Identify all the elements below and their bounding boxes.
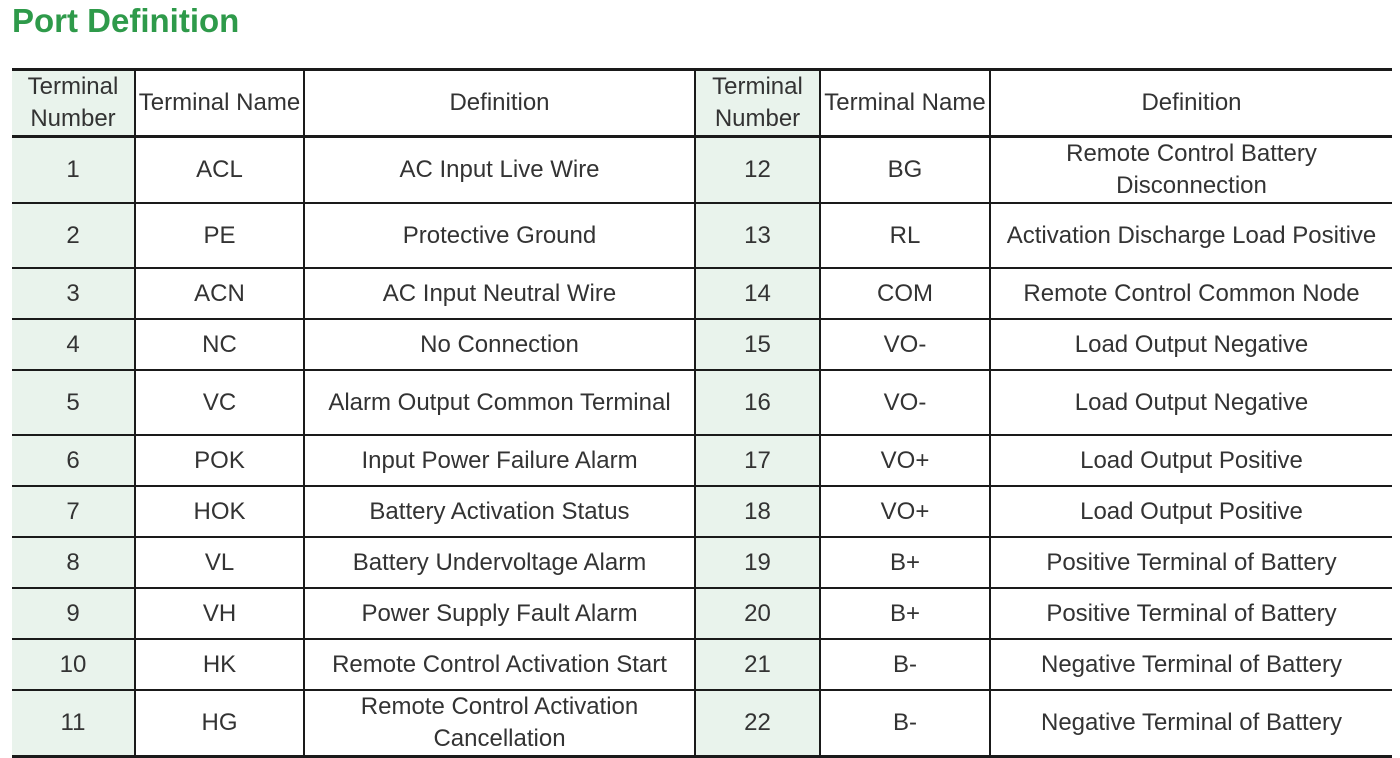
cell-definition: No Connection: [304, 319, 695, 370]
table-row: [12, 690, 1392, 757]
cell-terminal-number: 7: [12, 486, 135, 537]
table-row: [12, 137, 1392, 204]
cell-terminal-name: B-: [820, 690, 990, 757]
cell-terminal-name: POK: [135, 435, 304, 486]
cell-terminal-name: ACN: [135, 268, 304, 319]
table-row: [12, 639, 1392, 690]
cell-definition: Load Output Positive: [990, 486, 1392, 537]
cell-definition: Positive Terminal of Battery: [990, 537, 1392, 588]
cell-terminal-number: 6: [12, 435, 135, 486]
cell-terminal-number: 11: [12, 690, 135, 757]
cell-terminal-name: VO+: [820, 486, 990, 537]
cell-terminal-number: 18: [695, 486, 820, 537]
cell-definition: Remote Control Activation Start: [304, 639, 695, 690]
cell-terminal-number: 1: [12, 137, 135, 204]
cell-terminal-number: 12: [695, 137, 820, 204]
cell-definition: Battery Activation Status: [304, 486, 695, 537]
cell-terminal-number: 17: [695, 435, 820, 486]
table-header-row: [12, 70, 1392, 137]
table-row: [12, 370, 1392, 435]
header-terminal-number: Terminal Number: [695, 70, 820, 137]
page-title: Port Definition: [12, 2, 240, 39]
cell-terminal-number: 19: [695, 537, 820, 588]
cell-terminal-name: B+: [820, 537, 990, 588]
cell-terminal-name: ACL: [135, 137, 304, 204]
cell-terminal-number: 4: [12, 319, 135, 370]
cell-terminal-number: 15: [695, 319, 820, 370]
cell-terminal-name: B+: [820, 588, 990, 639]
table-row: [12, 268, 1392, 319]
cell-definition: Remote Control Common Node: [990, 268, 1392, 319]
cell-terminal-name: HK: [135, 639, 304, 690]
cell-definition: AC Input Neutral Wire: [304, 268, 695, 319]
cell-terminal-name: HG: [135, 690, 304, 757]
cell-definition: AC Input Live Wire: [304, 137, 695, 204]
cell-definition: Battery Undervoltage Alarm: [304, 537, 695, 588]
cell-definition: Alarm Output Common Terminal: [304, 370, 695, 435]
cell-definition: Load Output Negative: [990, 370, 1392, 435]
cell-terminal-number: 3: [12, 268, 135, 319]
cell-terminal-number: 20: [695, 588, 820, 639]
cell-terminal-number: 16: [695, 370, 820, 435]
table-row: [12, 203, 1392, 268]
cell-definition: Activation Discharge Load Positive: [990, 203, 1392, 268]
cell-terminal-name: VO-: [820, 370, 990, 435]
cell-definition: Remote Control Activation Cancellation: [304, 690, 695, 757]
cell-definition: Negative Terminal of Battery: [990, 690, 1392, 757]
port-definition-table: [12, 68, 1392, 758]
cell-terminal-name: VH: [135, 588, 304, 639]
cell-terminal-name: BG: [820, 137, 990, 204]
cell-terminal-number: 21: [695, 639, 820, 690]
cell-terminal-number: 10: [12, 639, 135, 690]
cell-terminal-name: RL: [820, 203, 990, 268]
table-row: [12, 319, 1392, 370]
cell-definition: Negative Terminal of Battery: [990, 639, 1392, 690]
cell-terminal-name: VL: [135, 537, 304, 588]
cell-definition: Protective Ground: [304, 203, 695, 268]
cell-terminal-name: VO+: [820, 435, 990, 486]
cell-terminal-name: VC: [135, 370, 304, 435]
header-terminal-number: Terminal Number: [12, 70, 135, 137]
cell-terminal-number: 5: [12, 370, 135, 435]
table-body: [12, 137, 1392, 757]
cell-definition: Input Power Failure Alarm: [304, 435, 695, 486]
cell-terminal-name: VO-: [820, 319, 990, 370]
header-definition: Definition: [990, 70, 1392, 137]
table-row: [12, 486, 1392, 537]
cell-terminal-number: 2: [12, 203, 135, 268]
cell-definition: Load Output Negative: [990, 319, 1392, 370]
cell-terminal-number: 14: [695, 268, 820, 319]
cell-terminal-name: PE: [135, 203, 304, 268]
table-row: [12, 435, 1392, 486]
cell-terminal-name: HOK: [135, 486, 304, 537]
cell-terminal-name: COM: [820, 268, 990, 319]
cell-terminal-number: 8: [12, 537, 135, 588]
table-row: [12, 588, 1392, 639]
header-definition: Definition: [304, 70, 695, 137]
header-terminal-name: Terminal Name: [820, 70, 990, 137]
header-terminal-name: Terminal Name: [135, 70, 304, 137]
cell-definition: Remote Control Battery Disconnection: [990, 137, 1392, 204]
cell-terminal-name: B-: [820, 639, 990, 690]
cell-terminal-name: NC: [135, 319, 304, 370]
cell-definition: Power Supply Fault Alarm: [304, 588, 695, 639]
cell-definition: Positive Terminal of Battery: [990, 588, 1392, 639]
cell-definition: Load Output Positive: [990, 435, 1392, 486]
cell-terminal-number: 13: [695, 203, 820, 268]
table-row: [12, 537, 1392, 588]
cell-terminal-number: 22: [695, 690, 820, 757]
cell-terminal-number: 9: [12, 588, 135, 639]
